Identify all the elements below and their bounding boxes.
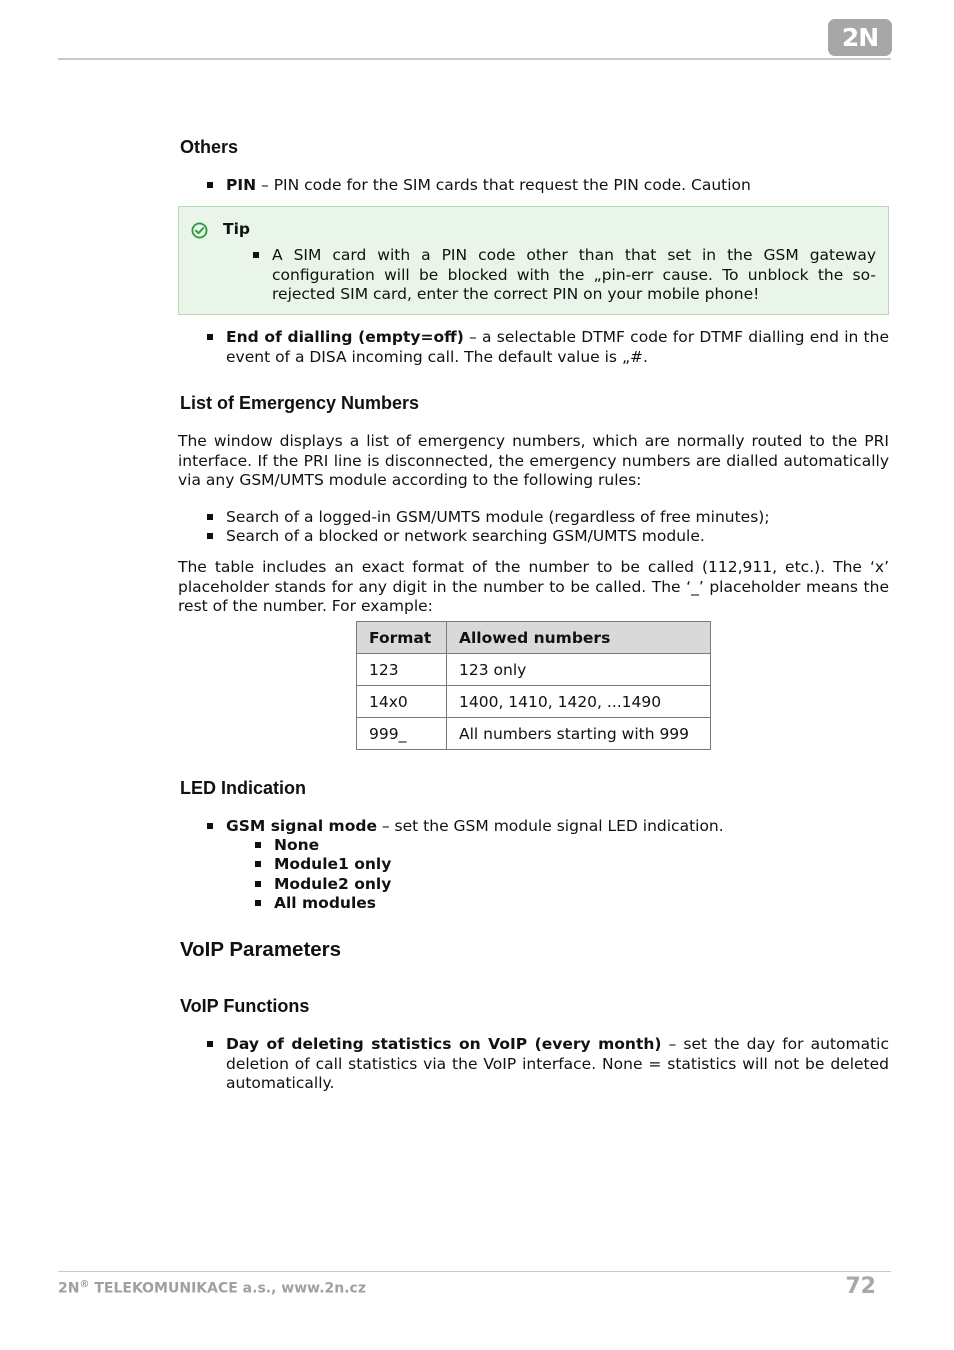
check-circle-icon xyxy=(191,222,208,239)
list-item-end-of-dialling xyxy=(207,328,889,367)
bullet-icon xyxy=(255,900,261,906)
bullet-icon xyxy=(207,1041,213,1047)
footer-company: 2N® TELEKOMUNIKACE a.s., www.2n.cz xyxy=(58,1279,366,1297)
heading-voip-parameters: VoIP Parameters xyxy=(180,938,342,961)
table-intro: The table includes an exact format of the number to be called (112,911, etc.). The ‘x’ placeholder stands for any digit in the number to be called. The ‘_’ placeholder means the rest of the number. For example: xyxy=(178,558,889,615)
header-rule xyxy=(58,58,891,60)
bullet-icon xyxy=(207,823,213,829)
table-header-row xyxy=(357,622,711,654)
gsm-description: – set the GSM module signal LED indication. xyxy=(376,817,724,835)
heading-others: Others xyxy=(180,137,239,157)
sub-list-item: All modules xyxy=(255,894,376,914)
table-row xyxy=(357,718,711,750)
format-table xyxy=(356,621,711,750)
bullet-icon xyxy=(255,881,261,887)
tip-label: Tip xyxy=(223,220,250,238)
day-term: Day of deleting statistics on VoIP (every month) xyxy=(226,1035,662,1053)
page-number: 72 xyxy=(845,1274,876,1299)
list-item-pin xyxy=(207,176,889,196)
bullet-icon xyxy=(255,861,261,867)
table-cell: 123 xyxy=(357,654,447,686)
heading-led: LED Indication xyxy=(180,778,306,798)
2n-logo xyxy=(828,19,892,56)
list-item-gsm-signal-mode xyxy=(207,817,889,837)
pin-term: PIN xyxy=(226,176,257,194)
list-item-rule: Search of a blocked or network searching GSM/UMTS module. xyxy=(207,527,889,547)
sub-list-item: Module2 only xyxy=(255,875,391,895)
pin-description: – PIN code for the SIM cards that request the PIN code. Caution xyxy=(256,176,751,194)
emergency-intro: The window displays a list of emergency numbers, which are normally routed to the PRI interface. If the PRI line is disconnected, the emergency numbers are dialled automatically via any GSM/UMTS module according to the following rules: xyxy=(178,432,889,489)
tip-box xyxy=(178,206,889,315)
footer-rule xyxy=(58,1271,891,1272)
bullet-icon xyxy=(207,533,213,539)
column-header: Format xyxy=(357,622,447,654)
bullet-icon xyxy=(255,842,261,848)
column-header: Allowed numbers xyxy=(447,622,711,654)
table-cell: 123 only xyxy=(447,654,711,686)
end-term: End of dialling (empty=off) xyxy=(226,328,464,346)
table-row xyxy=(357,686,711,718)
sub-list-item: None xyxy=(255,836,319,856)
table-cell: 999_ xyxy=(357,718,447,750)
table-cell: All numbers starting with 999 xyxy=(447,718,711,750)
sub-list-item: Module1 only xyxy=(255,855,391,875)
table-row xyxy=(357,654,711,686)
list-item-day-of-deleting xyxy=(207,1035,889,1094)
bullet-icon xyxy=(207,514,213,520)
bullet-icon xyxy=(207,334,213,340)
end-description: – a selectable DTMF code for DTMF dialling end in the event of a DISA incoming call. The default value is „#. xyxy=(226,328,889,366)
table-cell: 1400, 1410, 1420, ...1490 xyxy=(447,686,711,718)
bullet-icon xyxy=(207,182,213,188)
tip-text: A SIM card with a PIN code other than that set in the GSM gateway configuration will be blocked with the „pin-err cause. To unblock the so-rejected SIM card, enter the correct PIN on your mobile phone! xyxy=(272,246,876,303)
list-item-rule: Search of a logged-in GSM/UMTS module (regardless of free minutes); xyxy=(207,508,889,528)
logo-text: 2N xyxy=(841,23,879,52)
heading-voip-functions: VoIP Functions xyxy=(180,996,310,1016)
heading-emergency: List of Emergency Numbers xyxy=(180,393,420,413)
tip-list-item xyxy=(253,246,876,305)
day-description: – set the day for automatic deletion of call statistics via the VoIP interface. None = statistics will not be deleted automatically. xyxy=(226,1035,889,1092)
gsm-term: GSM signal mode xyxy=(226,817,377,835)
table-cell: 14x0 xyxy=(357,686,447,718)
bullet-icon xyxy=(253,252,259,258)
